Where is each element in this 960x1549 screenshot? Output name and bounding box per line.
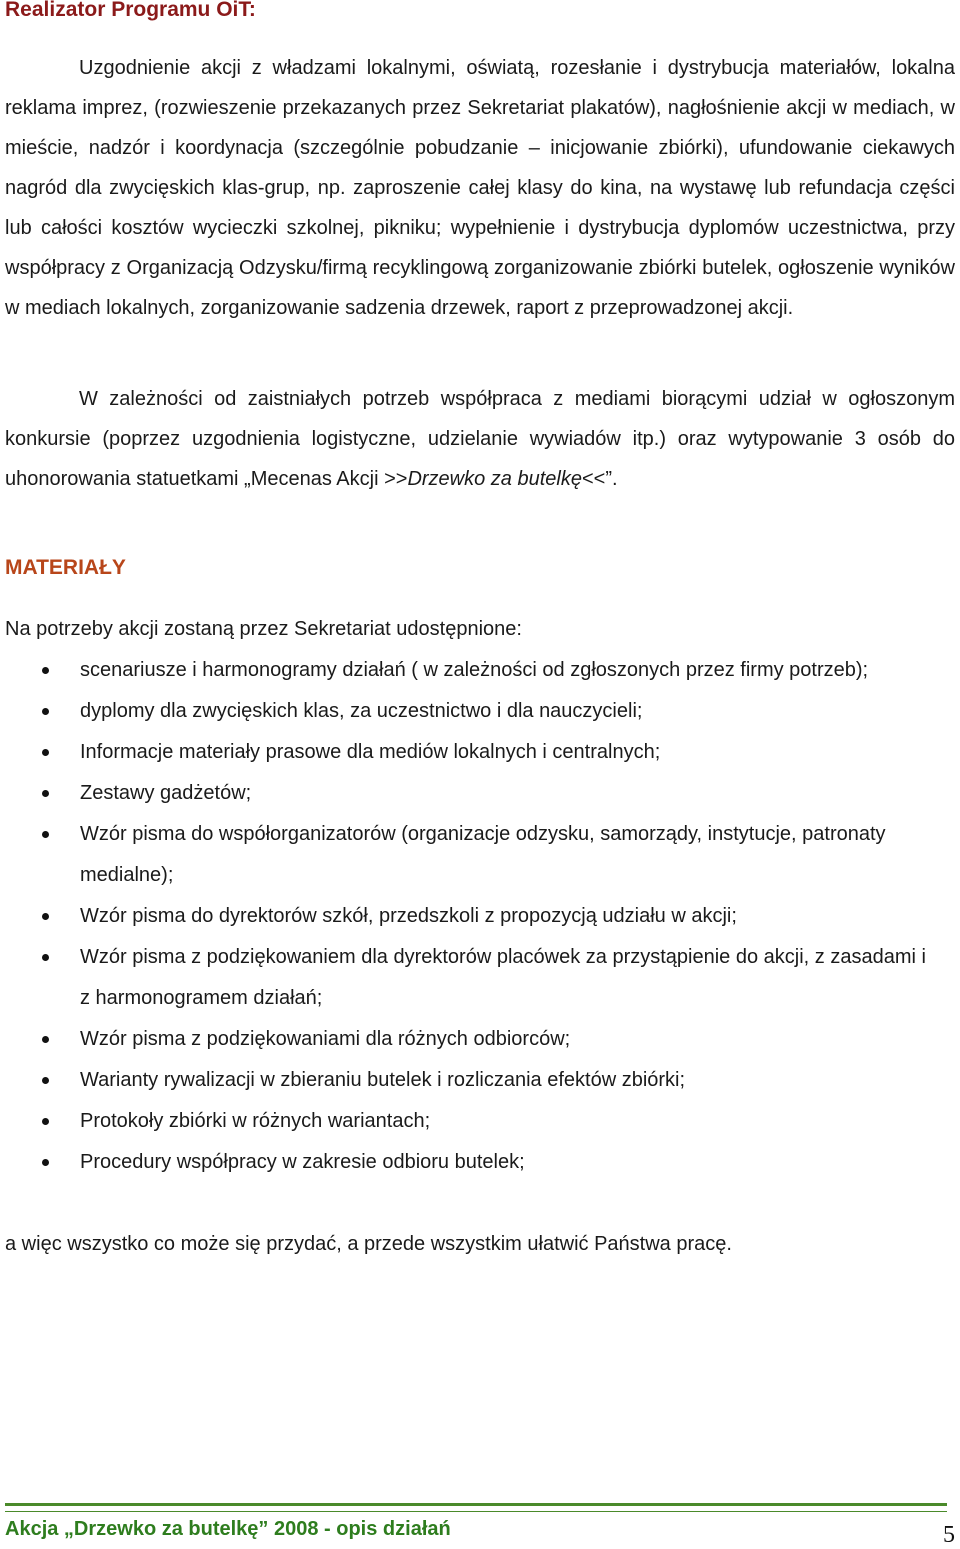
list-item	[0, 1101, 960, 1142]
list-item-text: Zestawy gadżetów;	[80, 782, 252, 804]
list-item	[0, 732, 960, 773]
list-item	[0, 814, 960, 896]
bullet-icon	[42, 749, 49, 756]
list-item	[0, 896, 960, 937]
footer-title: Akcja „Drzewko za butelkę” 2008 - opis działań	[5, 1518, 451, 1540]
paragraph-media-main-text: W zależności od zaistniałych potrzeb współpraca z mediami biorącymi udział w ogłoszonym konkursie (poprzez uzgodnienia logistyczne, udzielanie wywiadów itp.) oraz wytypowanie 3 osób do uhonorowania statuetkami „Mecenas Akcji >>	[5, 388, 955, 490]
list-item-text: Wzór pisma z podziękowaniem dla dyrektorów placówek za przystąpienie do akcji, z zasadami i z harmonogramem działań;	[80, 946, 926, 1009]
list-item	[0, 937, 960, 1019]
list-item-text: Procedury współpracy w zakresie odbioru butelek;	[80, 1151, 525, 1173]
list-item	[0, 773, 960, 814]
paragraph-media-cooperation	[5, 379, 955, 499]
section-title-materials: MATERIAŁY	[5, 556, 126, 579]
paragraph-media-italic-title: Drzewko za butelkę	[407, 468, 582, 490]
list-item-text: Warianty rywalizacji w zbieraniu butelek i rozliczania efektów zbiórki;	[80, 1069, 686, 1091]
list-item	[0, 650, 960, 691]
bullet-icon	[42, 1159, 49, 1166]
bullet-icon	[42, 790, 49, 797]
bullet-icon	[42, 1118, 49, 1125]
document-heading: Realizator Programu OiT:	[5, 0, 256, 21]
list-item-text: dyplomy dla zwycięskich klas, za uczestnictwo i dla nauczycieli;	[80, 700, 643, 722]
bullet-icon	[42, 1036, 49, 1043]
bullet-icon	[42, 913, 49, 920]
bullet-icon	[42, 831, 49, 838]
list-item-text: Protokoły zbiórki w różnych wariantach;	[80, 1110, 431, 1132]
bullet-icon	[42, 1077, 49, 1084]
list-item	[0, 1019, 960, 1060]
list-item	[0, 1142, 960, 1183]
materials-intro: Na potrzeby akcji zostaną przez Sekretariat udostępnione:	[5, 618, 522, 640]
list-item	[0, 1060, 960, 1101]
list-item-text: Informacje materiały prasowe dla mediów lokalnych i centralnych;	[80, 741, 661, 763]
footer-divider	[5, 1503, 947, 1512]
bullet-icon	[42, 667, 49, 674]
paragraph-organizer-duties: Uzgodnienie akcji z władzami lokalnymi, oświatą, rozesłanie i dystrybucja materiałów, lokalna reklama imprez, (rozwieszenie przekazanych przez Sekretariat plakatów), nagłośnienie akcji w mediach, w mieście, nadzór i koordynacja (szczególnie pobudzanie – inicjowanie zbiórki), ufundowanie ciekawych nagród dla zwycięskich klas-grup, np. zaproszenie całej klasy do kina, na wystawę lub refundacja części lub całości kosztów wycieczki szkolnej, pikniku; wypełnienie i dystrybucja dyplomów uczestnictwa, przy współpracy z Organizacją Odzysku/firmą recyklingową zorganizowanie zbiórki butelek, ogłoszenie wyników w mediach lokalnych, zorganizowanie sadzenia drzewek, raport z przeprowadzonej akcji.	[5, 57, 955, 319]
page-number: 5	[943, 1522, 955, 1548]
list-item-text: scenariusze i harmonogramy działań ( w zależności od zgłoszonych przez firmy potrzeb);	[80, 659, 869, 681]
bullet-icon	[42, 708, 49, 715]
list-item-text: Wzór pisma do dyrektorów szkół, przedszkoli z propozycją udziału w akcji;	[80, 905, 737, 927]
list-item-text: Wzór pisma do współorganizatorów (organizacje odzysku, samorządy, instytucje, patronaty medialne);	[80, 823, 886, 886]
list-item	[0, 691, 960, 732]
closing-sentence: a więc wszystko co może się przydać, a przede wszystkim ułatwić Państwa pracę.	[5, 1233, 732, 1255]
list-item-text: Wzór pisma z podziękowaniami dla różnych odbiorców;	[80, 1028, 571, 1050]
materials-list	[0, 650, 960, 1183]
bullet-icon	[42, 954, 49, 961]
paragraph-media-end-text: <<”.	[581, 468, 618, 490]
